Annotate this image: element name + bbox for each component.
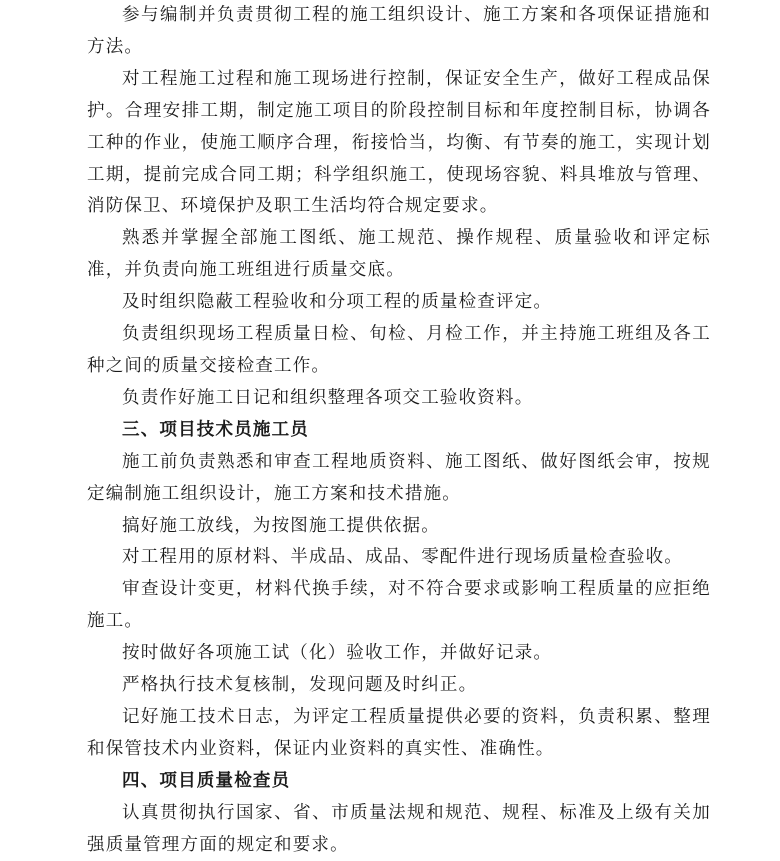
paragraph: 审查设计变更，材料代换手续，对不符合要求或影响工程质量的应拒绝施工。 [87,579,711,632]
paragraph: 按时做好各项施工试（化）验收工作，并做好记录。 [122,643,553,664]
paragraph: 负责作好施工日记和组织整理各项交工验收资料。 [122,387,534,408]
paragraph: 对工程施工过程和施工现场进行控制，保证安全生产，做好工程成品保护。合理安排工期，制定施工项目的阶段控制目标和年度控制目标，协调各工种的作业，使施工顺序合理，衔接恰当，均衡、有节奏的施工，实现计划工期，提前完成合同工期；科学组织施工，使现场容貌、料具堆放与管理、消防保卫、环境保护及职工生活均符合规定要求。 [87,68,711,217]
paragraph: 熟悉并掌握全部施工图纸、施工规范、操作规程、质量验收和评定标准，并负责向施工班组进行质量交底。 [87,228,711,281]
paragraph: 参与编制并负责贯彻工程的施工组织设计、施工方案和各项保证措施和方法。 [87,5,711,57]
section-heading: 三、项目技术员施工员 [122,419,309,440]
paragraph: 及时组织隐蔽工程验收和分项工程的质量检查评定。 [122,292,553,313]
paragraph: 记好施工技术日志，为评定工程质量提供必要的资料，负责积累、整理和保管技术内业资料，保证内业资料的真实性、准确性。 [87,706,711,759]
document-body [87,0,711,861]
paragraph: 严格执行技术复核制，发现问题及时纠正。 [122,675,478,696]
paragraph: 施工前负责熟悉和审查工程地质资料、施工图纸、做好图纸会审，按规定编制施工组织设计，施工方案和技术措施。 [87,451,711,504]
paragraph: 搞好施工放线，为按图施工提供依据。 [122,515,440,536]
paragraph: 对工程用的原材料、半成品、成品、零配件进行现场质量检查验收。 [122,547,683,568]
paragraph: 认真贯彻执行国家、省、市质量法规和规范、规程、标准及上级有关加强质量管理方面的规定和要求。 [87,802,711,855]
paragraph: 负责组织现场工程质量日检、旬检、月检工作，并主持施工班组及各工种之间的质量交接检查工作。 [87,324,711,376]
section-heading: 四、项目质量检查员 [122,770,291,791]
